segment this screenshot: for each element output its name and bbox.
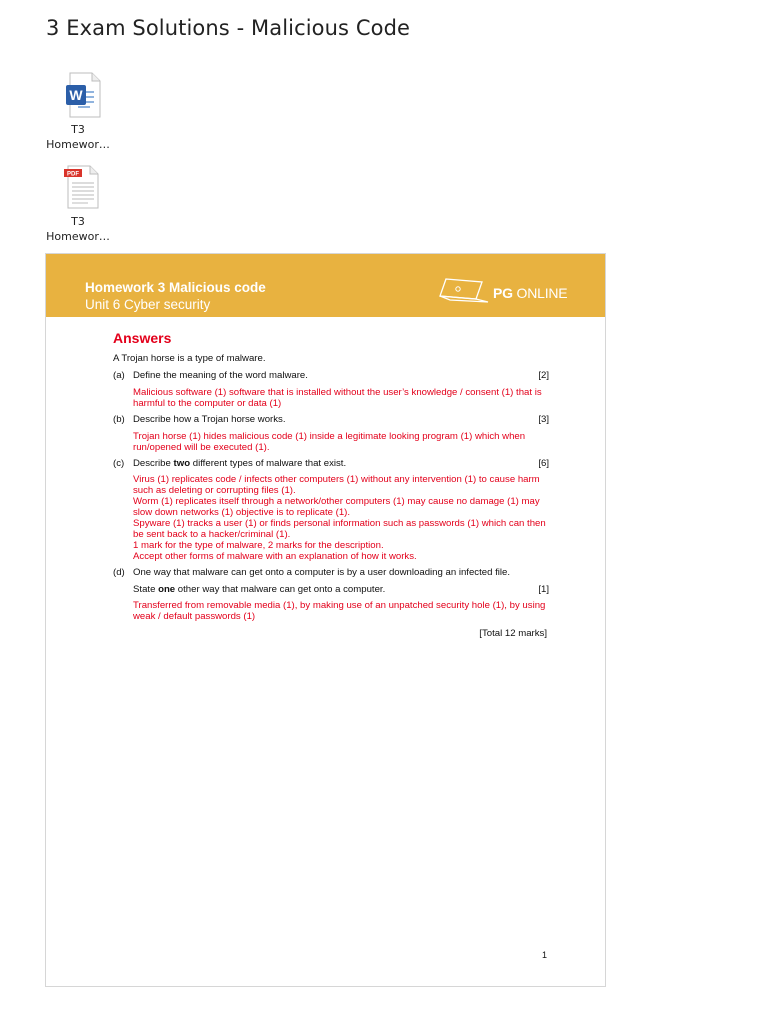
question-marks: [3] — [538, 414, 549, 425]
laptop-icon — [436, 277, 492, 307]
total-marks: [Total 12 marks] — [479, 628, 547, 639]
answer-line: 1 mark for the type of malware, 2 marks for the description. — [133, 540, 384, 551]
unit-subtitle: Unit 6 Cyber security — [85, 297, 211, 312]
question-letter: (b) — [113, 414, 125, 425]
answer-a — [133, 387, 553, 409]
answer-line: Virus (1) replicates code / infects other computers (1) without any intervention (1) to cause harm such as deleting or corrupting files (1). — [133, 474, 540, 496]
pg-online-logo — [436, 277, 576, 307]
question-marks: [6] — [538, 458, 549, 469]
pdf-doc-icon — [54, 164, 102, 210]
answer-line: Worm (1) replicates itself through a network/other computers (1) may cause no damage (1) may slow down networks (1) objective is to replicate (1). — [133, 496, 540, 518]
word-badge: W — [69, 87, 83, 103]
document-header — [46, 254, 605, 317]
attachment-name-line2: Homewor… — [46, 138, 110, 151]
question-text: Define the meaning of the word malware. — [133, 370, 308, 381]
attachment-word-file[interactable] — [40, 72, 116, 152]
word-doc-icon — [54, 72, 102, 118]
answer-d — [133, 600, 553, 622]
homework-title: Homework 3 Malicious code — [85, 280, 266, 295]
question-marks: [1] — [538, 584, 549, 595]
logo-bold: PG — [493, 285, 513, 301]
attachment-name-line2: Homewor… — [46, 230, 110, 243]
answer-line: Spyware (1) tracks a user (1) or finds personal information such as passwords (1) which can then be sent back to a hacker/criminal (1). — [133, 518, 546, 540]
page-title: 3 Exam Solutions - Malicious Code — [46, 16, 411, 40]
attachment-pdf-file[interactable] — [40, 164, 116, 244]
attachment-name-line1: T3 — [71, 215, 85, 228]
answer-line: Trojan horse (1) hides malicious code (1) inside a legitimate looking program (1) which when run/opened will be executed (1). — [133, 431, 526, 453]
answer-c — [133, 474, 553, 562]
intro-text: A Trojan horse is a type of malware. — [113, 353, 266, 364]
answers-heading: Answers — [113, 330, 172, 346]
question-text: One way that malware can get onto a computer is by a user downloading an infected file. — [133, 567, 511, 578]
page-number: 1 — [541, 950, 547, 960]
attachment-name-line1: T3 — [71, 123, 85, 136]
question-letter: (c) — [113, 458, 125, 469]
pdf-badge: PDF — [67, 171, 79, 178]
answer-line: Transferred from removable media (1), by making use of an unpatched security hole (1), by using weak / default passwords (1) — [133, 600, 546, 622]
question-letter: (d) — [113, 567, 125, 578]
document-preview — [45, 253, 606, 987]
question-text: Describe two different types of malware that exist. — [133, 458, 347, 469]
answer-line: Malicious software (1) software that is installed without the user’s knowledge / consent (1) that is harmful to the computer or data (1) — [133, 387, 542, 409]
question-text: Describe how a Trojan horse works. — [133, 414, 286, 425]
question-d-state: State one other way that malware can get onto a computer. [1] — [133, 584, 549, 595]
question-marks: [2] — [538, 370, 549, 381]
logo-text: ONLINE — [512, 285, 568, 301]
question-letter: (a) — [113, 370, 125, 381]
answer-line: Accept other forms of malware with an explanation of how it works. — [133, 551, 417, 562]
answer-b — [133, 431, 553, 453]
